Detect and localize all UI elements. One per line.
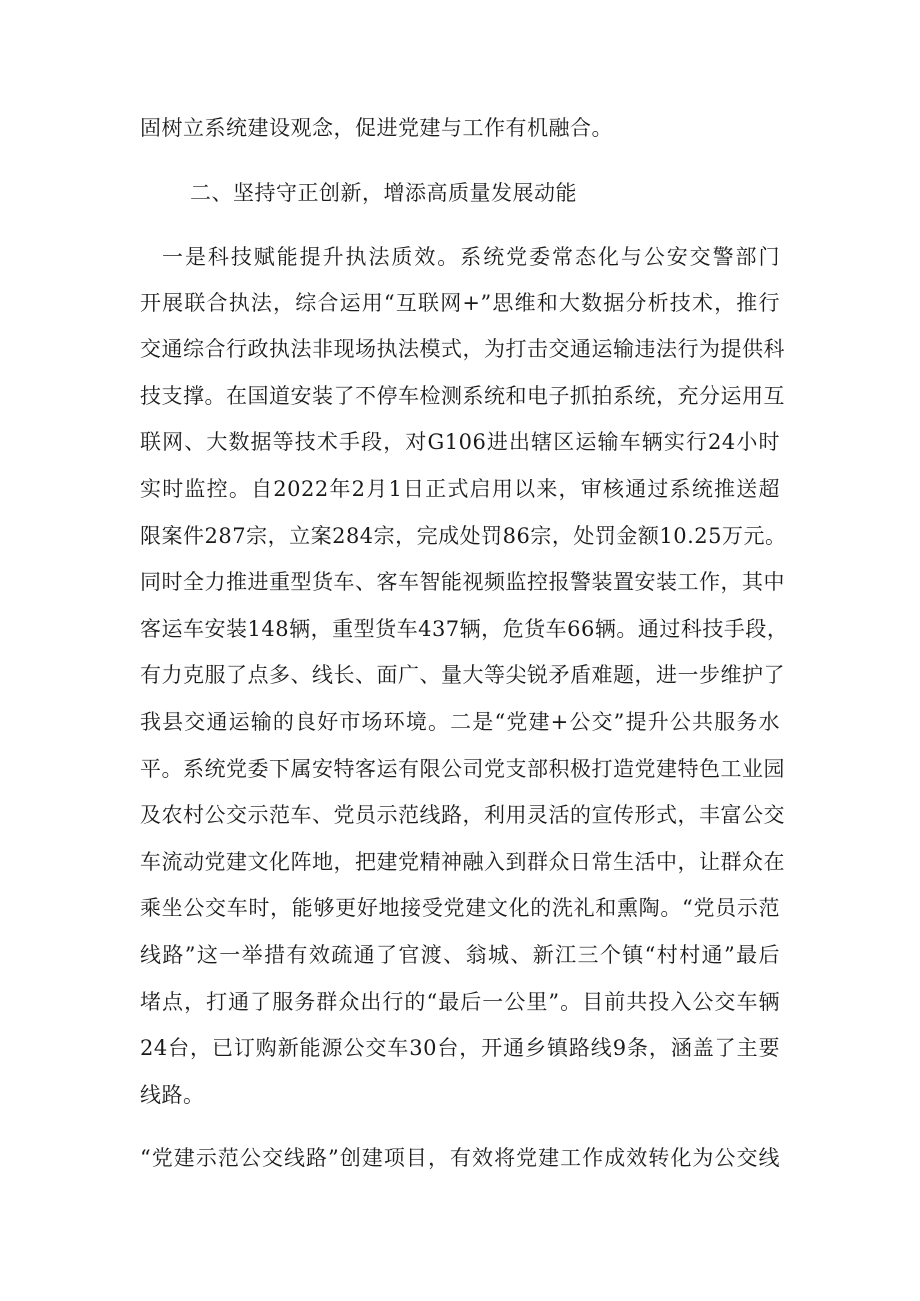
paragraph-line-14: 平。系统党委下属安特客运有限公司党支部积极打造党建特色工业园 <box>140 757 785 781</box>
paragraph-line-20: 24台，已订购新能源公交车30台，开通乡镇路线9条，涵盖了主要 <box>140 1036 780 1060</box>
paragraph-line-3: 一是科技赋能提升执法质效。系统党委常态化与公安交警部门 <box>162 245 780 269</box>
paragraph-line-22: “党建示范公交线路”创建项目，有效将党建工作成效转化为公交线 <box>140 1146 780 1170</box>
paragraph-line-12: 有力克服了点多、线长、面广、量大等尖锐矛盾难题，进一步维护了 <box>140 663 785 687</box>
paragraph-line-8: 实时监控。自2022年2月1日正式启用以来，审核通过系统推送超 <box>140 477 780 501</box>
paragraph-line-10: 同时全力推进重型货车、客车智能视频监控报警装置安装工作，其中 <box>140 570 785 594</box>
paragraph-line-4: 开展联合执法，综合运用“互联网+”思维和大数据分析技术，推行 <box>140 291 780 315</box>
paragraph-line-16: 车流动党建文化阵地，把建党精神融入到群众日常生活中，让群众在 <box>140 850 785 874</box>
paragraph-line-1: 固树立系统建设观念，促进党建与工作有机融合。 <box>140 116 613 140</box>
paragraph-line-9: 限案件287宗，立案284宗，完成处罚86宗，处罚金额10.25万元。 <box>140 524 787 548</box>
paragraph-line-7: 联网、大数据等技术手段，对G106进出辖区运输车辆实行24小时 <box>140 430 780 454</box>
paragraph-line-18: 线路”这一举措有效疏通了官渡、翁城、新江三个镇“村村通”最后 <box>140 943 780 967</box>
paragraph-line-15: 及农村公交示范车、党员示范线路，利用灵活的宣传形式，丰富公交 <box>140 803 785 827</box>
paragraph-line-21: 线路。 <box>140 1083 205 1107</box>
paragraph-line-11: 客运车安装148辆，重型货车437辆，危货车66辆。通过科技手段， <box>140 617 789 641</box>
paragraph-line-6: 技支撑。在国道安装了不停车检测系统和电子抓拍系统，充分运用互 <box>140 384 785 408</box>
paragraph-line-5: 交通综合行政执法非现场执法模式，为打击交通运输违法行为提供科 <box>140 337 785 361</box>
paragraph-line-13: 我县交通运输的良好市场环境。二是“党建+公交”提升公共服务水 <box>140 710 780 734</box>
paragraph-line-19: 堵点，打通了服务群众出行的“最后一公里”。目前共投入公交车辆 <box>140 990 780 1014</box>
section-heading-2: 二、坚持守正创新，增添高质量发展动能 <box>190 181 577 205</box>
paragraph-line-17: 乘坐公交车时，能够更好地接受党建文化的洗礼和熏陶。“党员示范 <box>140 896 780 920</box>
